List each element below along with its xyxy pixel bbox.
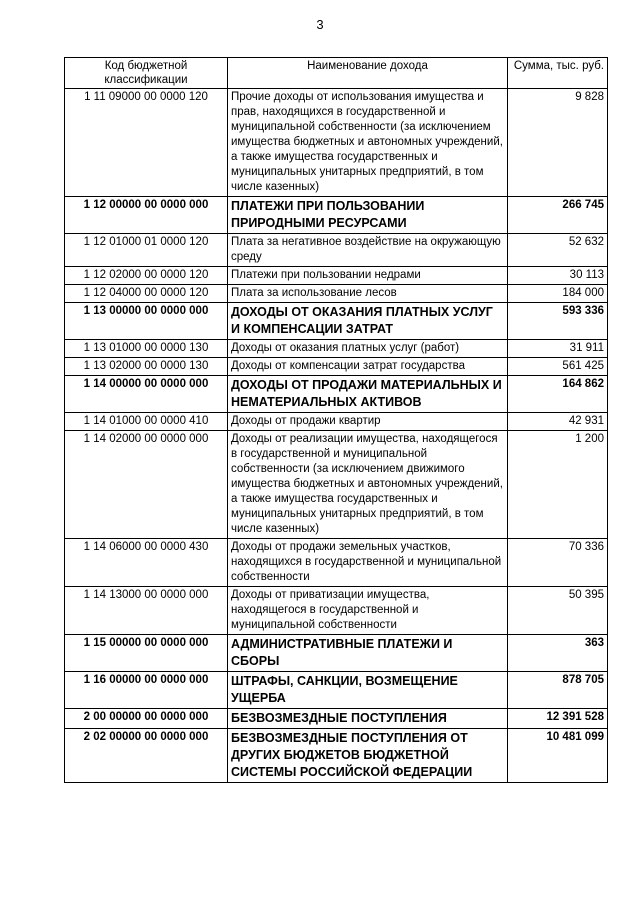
sum-cell: 1 200 — [508, 431, 608, 539]
table-row — [65, 635, 608, 672]
sum-cell: 31 911 — [508, 340, 608, 358]
table-row — [65, 358, 608, 376]
code-cell: 1 12 02000 00 0000 120 — [65, 267, 228, 285]
table-row — [65, 340, 608, 358]
name-cell: Платежи при пользовании недрами — [228, 267, 508, 285]
table-row — [65, 303, 608, 340]
name-cell: ШТРАФЫ, САНКЦИИ, ВОЗМЕЩЕНИЕ УЩЕРБА — [228, 672, 508, 709]
sum-cell: 70 336 — [508, 539, 608, 587]
name-cell: Прочие доходы от использования имущества и прав, находящихся в государственной и муниципальной собственности (за исключением имущества бюджетных и автономных учреждений, а также имущества государственных и муниципальных унитарных предприятий, в том числе казенных) — [228, 89, 508, 197]
revenue-table — [64, 57, 608, 783]
name-cell: Плата за негативное воздействие на окружающую среду — [228, 234, 508, 267]
code-cell: 1 15 00000 00 0000 000 — [65, 635, 228, 672]
code-cell: 1 13 02000 00 0000 130 — [65, 358, 228, 376]
name-cell: Доходы от продажи земельных участков, находящихся в государственной и муниципальной собственности — [228, 539, 508, 587]
sum-cell: 363 — [508, 635, 608, 672]
name-cell: Доходы от оказания платных услуг (работ) — [228, 340, 508, 358]
header-sum: Сумма, тыс. руб. — [508, 58, 608, 89]
code-cell: 1 13 01000 00 0000 130 — [65, 340, 228, 358]
name-cell: БЕЗВОЗМЕЗДНЫЕ ПОСТУПЛЕНИЯ — [228, 709, 508, 729]
code-cell: 2 00 00000 00 0000 000 — [65, 709, 228, 729]
sum-cell: 184 000 — [508, 285, 608, 303]
sum-cell: 50 395 — [508, 587, 608, 635]
name-cell: ПЛАТЕЖИ ПРИ ПОЛЬЗОВАНИИ ПРИРОДНЫМИ РЕСУРСАМИ — [228, 197, 508, 234]
table-row — [65, 709, 608, 729]
table-row — [65, 431, 608, 539]
table-header-row — [65, 58, 608, 89]
table-row — [65, 234, 608, 267]
sum-cell: 561 425 — [508, 358, 608, 376]
name-cell: Доходы от компенсации затрат государства — [228, 358, 508, 376]
sum-cell: 10 481 099 — [508, 729, 608, 783]
name-cell: ДОХОДЫ ОТ ОКАЗАНИЯ ПЛАТНЫХ УСЛУГ И КОМПЕНСАЦИИ ЗАТРАТ — [228, 303, 508, 340]
code-cell: 1 12 04000 00 0000 120 — [65, 285, 228, 303]
sum-cell: 30 113 — [508, 267, 608, 285]
sum-cell: 593 336 — [508, 303, 608, 340]
header-name: Наименование дохода — [228, 58, 508, 89]
name-cell: Плата за использование лесов — [228, 285, 508, 303]
code-cell: 1 12 00000 00 0000 000 — [65, 197, 228, 234]
code-cell: 1 12 01000 01 0000 120 — [65, 234, 228, 267]
table-row — [65, 672, 608, 709]
code-cell: 1 14 06000 00 0000 430 — [65, 539, 228, 587]
code-cell: 2 02 00000 00 0000 000 — [65, 729, 228, 783]
code-cell: 1 16 00000 00 0000 000 — [65, 672, 228, 709]
table-row — [65, 376, 608, 413]
name-cell: ДОХОДЫ ОТ ПРОДАЖИ МАТЕРИАЛЬНЫХ И НЕМАТЕРИАЛЬНЫХ АКТИВОВ — [228, 376, 508, 413]
name-cell: АДМИНИСТРАТИВНЫЕ ПЛАТЕЖИ И СБОРЫ — [228, 635, 508, 672]
sum-cell: 12 391 528 — [508, 709, 608, 729]
code-cell: 1 14 13000 00 0000 000 — [65, 587, 228, 635]
sum-cell: 52 632 — [508, 234, 608, 267]
table-row — [65, 197, 608, 234]
sum-cell: 164 862 — [508, 376, 608, 413]
table-row — [65, 413, 608, 431]
sum-cell: 42 931 — [508, 413, 608, 431]
name-cell: Доходы от реализации имущества, находящегося в государственной и муниципальной собственности (за исключением движимого имущества бюджетных и автономных учреждений, а также имущества государственных и муниципальных унитарных предприятий, в том числе казенных) — [228, 431, 508, 539]
code-cell: 1 14 02000 00 0000 000 — [65, 431, 228, 539]
name-cell: БЕЗВОЗМЕЗДНЫЕ ПОСТУПЛЕНИЯ ОТ ДРУГИХ БЮДЖЕТОВ БЮДЖЕТНОЙ СИСТЕМЫ РОССИЙСКОЙ ФЕДЕРАЦИИ — [228, 729, 508, 783]
sum-cell: 9 828 — [508, 89, 608, 197]
code-cell: 1 14 00000 00 0000 000 — [65, 376, 228, 413]
table-row — [65, 587, 608, 635]
name-cell: Доходы от продажи квартир — [228, 413, 508, 431]
sum-cell: 266 745 — [508, 197, 608, 234]
name-cell: Доходы от приватизации имущества, находящегося в государственной и муниципальной собственности — [228, 587, 508, 635]
sum-cell: 878 705 — [508, 672, 608, 709]
table-row — [65, 729, 608, 783]
table-row — [65, 539, 608, 587]
table-row — [65, 89, 608, 197]
header-code: Код бюджетной классификации — [65, 58, 228, 89]
table-row — [65, 267, 608, 285]
code-cell: 1 14 01000 00 0000 410 — [65, 413, 228, 431]
code-cell: 1 13 00000 00 0000 000 — [65, 303, 228, 340]
table-body — [65, 89, 608, 783]
code-cell: 1 11 09000 00 0000 120 — [65, 89, 228, 197]
page-number: 3 — [316, 17, 324, 32]
table-row — [65, 285, 608, 303]
